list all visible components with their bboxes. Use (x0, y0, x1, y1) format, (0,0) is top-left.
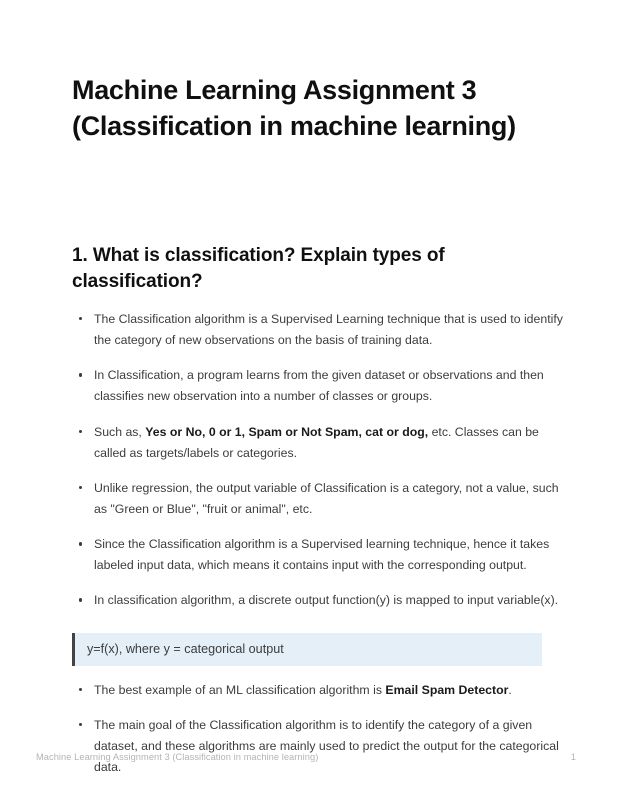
page-content (72, 72, 577, 778)
list-item (72, 365, 566, 407)
list-item-text: Unlike regression, the output variable of Classification is a category, not a value, such as "Green or Blue", "fruit or animal", etc. (94, 480, 559, 516)
list-item-text: In Classification, a program learns from the given dataset or observations and then classifies new observation into a number of classes or groups. (94, 368, 544, 404)
list-item-emphasis: Email Spam Detector (385, 682, 509, 697)
list-item-text: etc. Classes can be called as targets/labels or categories. (94, 424, 539, 460)
list-item (72, 590, 566, 611)
list-item (72, 422, 566, 464)
formula-callout-text: y=f(x), where y = categorical output (87, 641, 284, 656)
list-item-text: The main goal of the Classification algorithm is to identify the category of a given dataset, and these algorithms are mainly used to predict the output for the categorical data. (94, 717, 559, 775)
list-item (72, 478, 566, 520)
list-item (72, 309, 566, 351)
section-heading-1: 1. What is classification? Explain types of classification? (72, 245, 445, 293)
list-item-text: In classification algorithm, a discrete output function(y) is mapped to input variable(x). (94, 593, 559, 608)
list-item-text: . (508, 682, 512, 697)
footer-title: Machine Learning Assignment 3 (Classification in machine learning) (36, 752, 319, 762)
list-item-text: The best example of an ML classification algorithm is (94, 682, 386, 697)
page-title: Machine Learning Assignment 3 (Classification in machine learning) (72, 75, 516, 142)
list-item-text: Since the Classification algorithm is a Supervised learning technique, hence it takes labeled input data, which means it contains input with the corresponding output. (94, 537, 550, 573)
bullet-list-bottom (72, 680, 577, 779)
footer-page-number: 1 (570, 752, 576, 762)
formula-callout (72, 633, 542, 666)
list-item (72, 715, 566, 778)
bullet-list-top (72, 309, 577, 612)
list-item (72, 534, 566, 576)
page-footer (36, 752, 581, 762)
list-item-text: The Classification algorithm is a Supervised Learning technique that is used to identify the category of new observations on the basis of training data. (94, 312, 563, 348)
list-item-emphasis: Yes or No, 0 or 1, Spam or Not Spam, cat or dog, (145, 424, 429, 439)
list-item (72, 680, 566, 701)
list-item-text: Such as, (94, 424, 146, 439)
